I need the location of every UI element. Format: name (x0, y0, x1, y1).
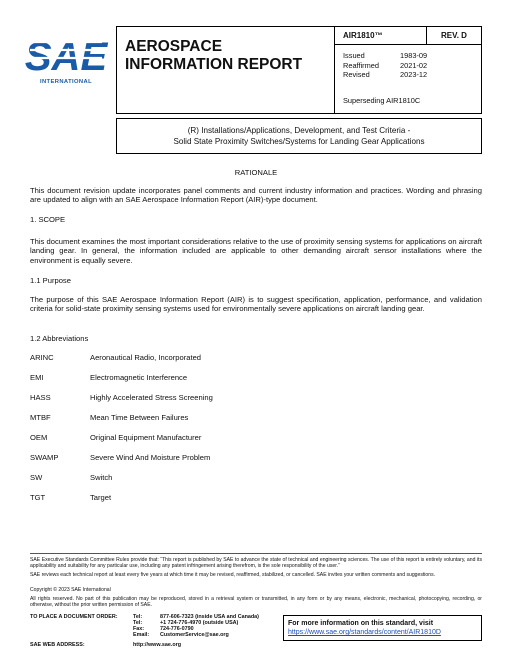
footer-rules-text: SAE Executive Standards Committee Rules provide that: “This report is published by SAE to advance the state of technical and engineering sciences. The use of this report is entirely voluntary, and its applicability and suitability for any particular use, including any patent infringement arising therefrom, is the sole responsibility of the user.” (30, 557, 482, 570)
subject-box (116, 118, 482, 154)
scope-text: This document examines the most important considerations relative to the use of proximity sensing systems for applications on aircraft landing gear. In general, the information included are applicable to other demanding aircraft sensor installations where the environment is equally severe. (30, 237, 482, 265)
footer-divider (30, 553, 482, 554)
purpose-heading: 1.1 Purpose (30, 276, 71, 285)
tel2-value: +1 724-776-4970 (outside USA) (160, 620, 239, 626)
fax-label: Fax: (133, 626, 145, 632)
web-value[interactable]: http://www.sae.org (133, 642, 182, 648)
revision-label: REV. D (427, 26, 482, 45)
date-table (343, 51, 427, 80)
standard-url-link[interactable]: https://www.sae.org/standards/content/AIR1810D (288, 629, 441, 636)
footer-rights-text: All rights reserved. No part of this publication may be reproduced, stored in a retrieval system or transmitted, in any form or by any means, electronic, mechanical, photocopying, recording, or otherwise, without the prior written permission of SAE. (30, 596, 482, 609)
superseding-note: Superseding AIR1810C (343, 96, 421, 105)
document-type-title (116, 26, 335, 114)
document-number: AIR1810™ (335, 26, 427, 45)
more-info-title: For more information on this standard, visit (288, 620, 434, 627)
order-label: TO PLACE A DOCUMENT ORDER: (30, 614, 118, 620)
footer-copyright: Copyright © 2023 SAE International (30, 587, 111, 593)
abbreviations-heading: 1.2 Abbreviations (30, 334, 89, 343)
date-row-revised: Revised 2023-12 (343, 70, 428, 80)
footer-review-text: SAE reviews each technical report at least every five years at which time it may be revised, reaffirmed, stabilized, or cancelled. SAE invites your written comments and suggestions. (30, 572, 436, 578)
date-row-reaffirmed: Reaffirmed 2021-02 (343, 60, 428, 70)
purpose-text: The purpose of this SAE Aerospace Information Report (AIR) is to suggest specification, application, performance, and validation criteria for solid-state proximity sensing systems used for environmentally severe applications on aircraft landing gear. (30, 295, 482, 314)
rationale-text: This document revision update incorporates panel comments and current industry information and practices. Wording and phrasing are updated to align with an SAE Aerospace Information Report (AIR)-type document. (30, 186, 482, 205)
email-label: Email: (133, 632, 150, 638)
sae-logo (24, 28, 108, 79)
rationale-heading: RATIONALE (234, 168, 278, 177)
logo-subtitle: INTERNATIONAL (39, 79, 93, 85)
tel-value: 877-606-7323 (inside USA and Canada) (160, 614, 259, 620)
email-value[interactable]: CustomerService@sae.org (160, 632, 229, 638)
tel-label: Tel: (133, 614, 143, 620)
more-info-box (283, 615, 482, 641)
scope-heading: 1. SCOPE (30, 215, 66, 224)
sae-logo-letters: SAE (24, 35, 108, 79)
title-line-1: AEROSPACE (125, 38, 223, 55)
tel2-label: Tel: (133, 620, 143, 626)
subject-line-2: Solid State Proximity Switches/Systems for Landing Gear Applications (173, 136, 425, 146)
date-row-issued: Issued 1983-09 (343, 51, 428, 60)
subject-line-1: (R) Installations/Applications, Development, and Test Criteria - (187, 126, 411, 135)
web-label: SAE WEB ADDRESS: (30, 642, 85, 648)
fax-value: 724-776-0790 (160, 626, 194, 632)
title-line-2: INFORMATION REPORT (125, 56, 303, 73)
